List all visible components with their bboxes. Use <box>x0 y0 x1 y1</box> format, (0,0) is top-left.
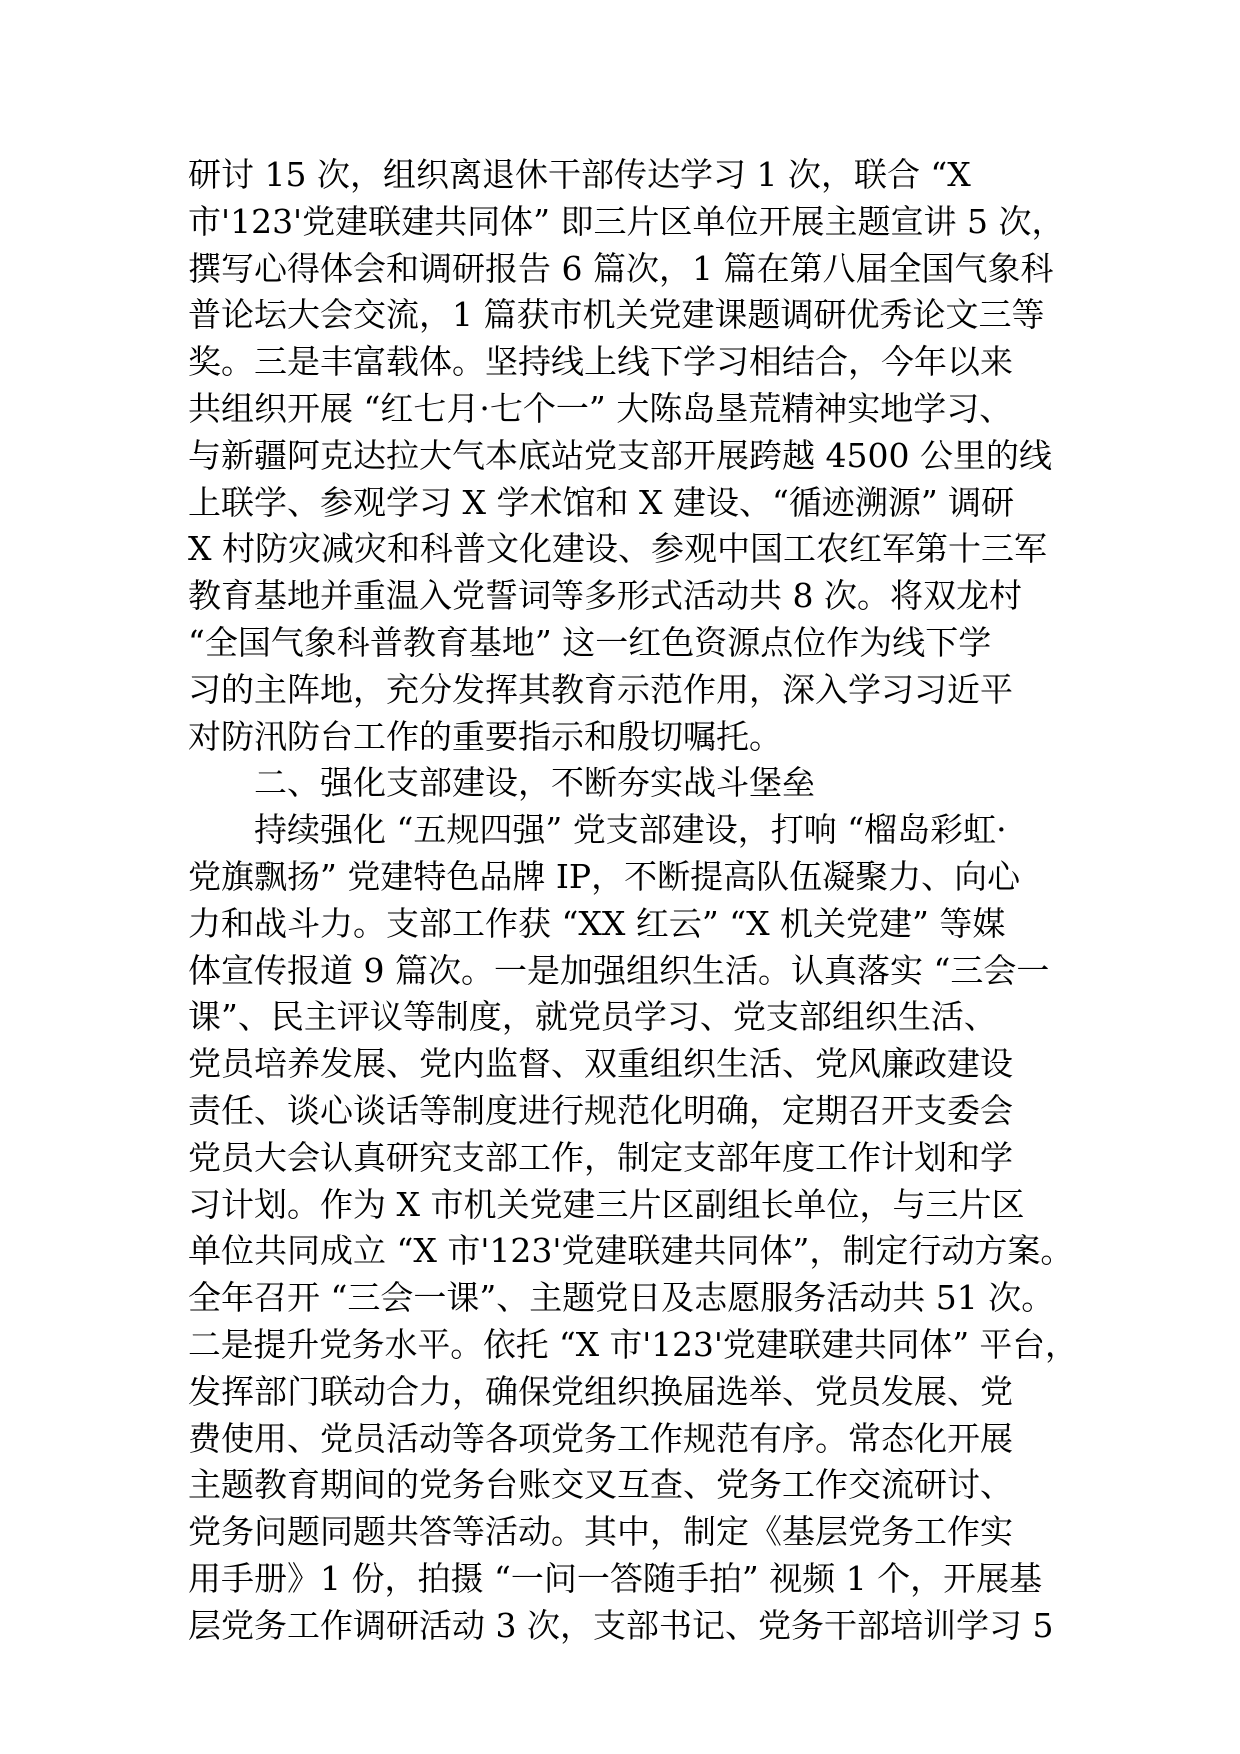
text-line: X 村防灾减灾和科普文化建设、参观中国工农红军第十三军 <box>188 529 1047 569</box>
text-line: 党员培养发展、党内监督、双重组织生活、党风廉政建设 <box>188 1044 1013 1084</box>
text-line: 责任、谈心谈话等制度进行规范化明确，定期召开支委会 <box>188 1090 1013 1130</box>
text-line: 教育基地并重温入党誓词等多形式活动共 8 次。将双龙村 <box>188 576 1022 616</box>
text-line: 对防汛防台工作的重要指示和殷切嘱托。 <box>188 716 782 756</box>
text-line: 体宣传报道 9 篇次。一是加强组织生活。认真落实 “三会一 <box>188 950 1050 990</box>
text-line: 党旗飘扬” 党建特色品牌 IP，不断提高队伍凝聚力、向心 <box>188 856 1021 896</box>
text-line: 研讨 15 次，组织离退休干部传达学习 1 次，联合 “X <box>188 155 971 194</box>
text-line: 层党务工作调研活动 3 次，支部书记、党务干部培训学习 5 <box>188 1605 1054 1645</box>
text-line: 习计划。作为 X 市机关党建三片区副组长单位，与三片区 <box>188 1184 1025 1224</box>
text-line: 撰写心得体会和调研报告 6 篇次，1 篇在第八届全国气象科 <box>188 248 1054 288</box>
text-line: 与新疆阿克达拉大气本底站党支部开展跨越 4500 公里的线 <box>188 435 1052 475</box>
text-line: 二是提升党务水平。依托 “X 市'123'党建联建共同体” 平台， <box>188 1324 1078 1364</box>
text-line: 党务问题同题共答等活动。其中，制定《基层党务工作实 <box>188 1512 1013 1552</box>
text-line: 持续强化 “五规四强” 党支部建设，打响 “榴岛彩虹· <box>188 810 1007 850</box>
text-line: 奖。三是丰富载体。坚持线上线下学习相结合，今年以来 <box>188 342 1013 382</box>
text-line: 普论坛大会交流，1 篇获市机关党建课题调研优秀论文三等 <box>188 295 1045 335</box>
text-line: 费使用、党员活动等各项党务工作规范有序。常态化开展 <box>188 1418 1013 1458</box>
text-line: 主题教育期间的党务台账交叉互查、党务工作交流研讨、 <box>188 1465 1013 1505</box>
document-body <box>188 152 1078 1650</box>
text-line: 市'123'党建联建共同体” 即三片区单位开展主题宣讲 5 次， <box>188 201 1065 241</box>
text-line: 上联学、参观学习 X 学术馆和 X 建设、“循迹溯源” 调研 <box>188 482 1015 522</box>
text-line: 用手册》1 份，拍摄 “一问一答随手拍” 视频 1 个，开展基 <box>188 1558 1043 1598</box>
text-line: 党员大会认真研究支部工作，制定支部年度工作计划和学 <box>188 1137 1013 1177</box>
text-line: 发挥部门联动合力，确保党组织换届选举、党员发展、党 <box>188 1371 1013 1411</box>
text-line: 课”、民主评议等制度，就党员学习、党支部组织生活、 <box>188 997 997 1037</box>
text-line: 习的主阵地，充分发挥其教育示范作用，深入学习习近平 <box>188 669 1013 709</box>
text-line: “全国气象科普教育基地” 这一红色资源点位作为线下学 <box>188 622 992 662</box>
section-heading: 二、强化支部建设，不断夯实战斗堡垒 <box>188 763 815 803</box>
text-line: 单位共同成立 “X 市'123'党建联建共同体”，制定行动方案。 <box>188 1231 1074 1271</box>
text-line: 力和战斗力。支部工作获 “XX 红云” “X 机关党建” 等媒 <box>188 903 1006 943</box>
text-line: 共组织开展 “红七月·七个一” 大陈岛垦荒精神实地学习、 <box>188 388 1013 428</box>
text-line: 全年召开 “三会一课”、主题党日及志愿服务活动共 51 次。 <box>188 1278 1055 1318</box>
